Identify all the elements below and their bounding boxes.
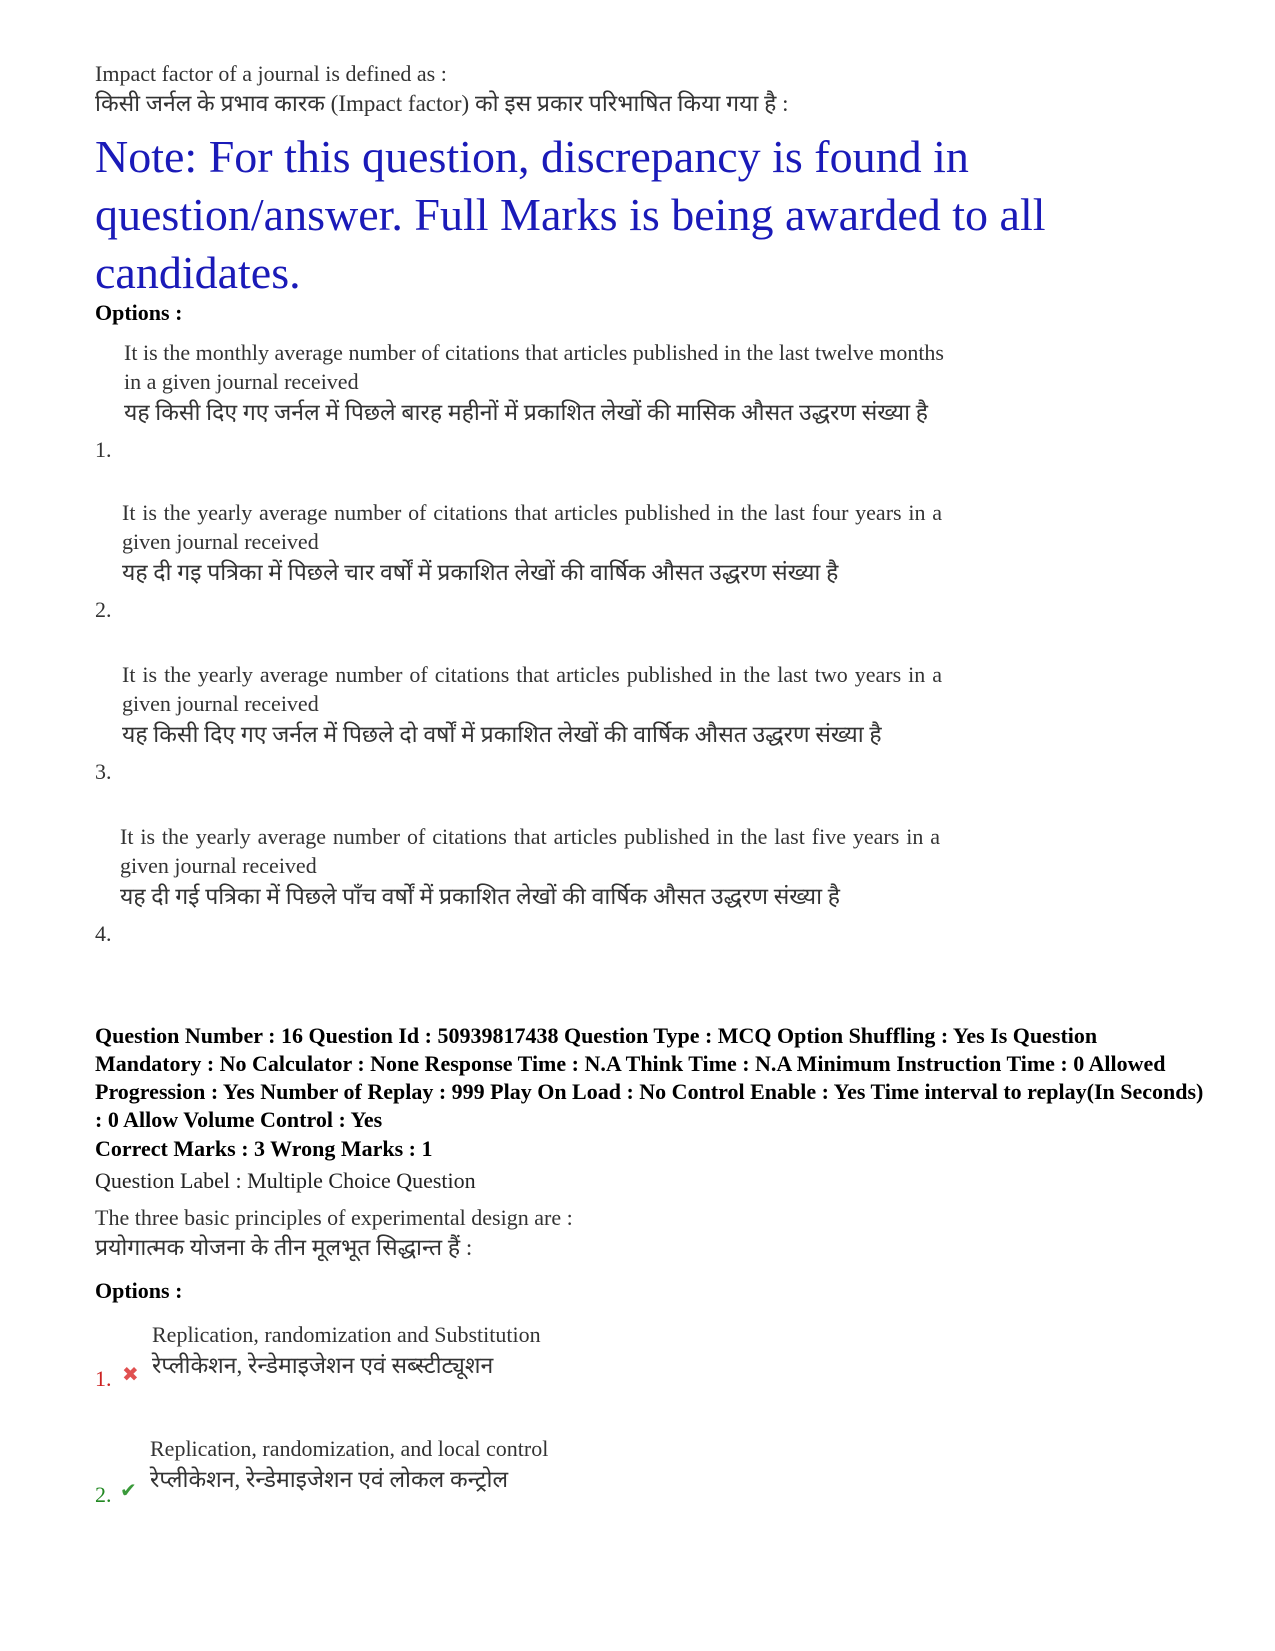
q16-option-2-number: 2. <box>95 1482 112 1507</box>
question-16-text-en: The three basic principles of experimental design are : <box>95 1205 573 1230</box>
question-label: Question Label : Multiple Choice Question <box>95 1168 476 1193</box>
question-16-text-hi: प्रयोगात्मक योजना के तीन मूलभूत सिद्धान्त हैं : <box>95 1235 473 1260</box>
options-heading: Options : <box>95 300 183 325</box>
question-text-hi: किसी जर्नल के प्रभाव कारक (Impact factor) को इस प्रकार परिभाषित किया गया है : <box>95 91 789 116</box>
q16-option-1-number: 1. <box>95 1366 112 1391</box>
q16-option-2-text-hi: रेप्लीकेशन, रेन्डेमाइजेशन एवं लोकल कन्ट्रोल <box>150 1467 509 1492</box>
option-3 <box>122 660 942 751</box>
q16-option-1-text-hi: रेप्लीकेशन, रेन्डेमाइजेशन एवं सब्स्टीट्यूशन <box>152 1353 494 1378</box>
option-4-text-hi: यह दी गई पत्रिका में पिछले पाँच वर्षों में प्रकाशित लेखों की वार्षिक औसत उद्धरण संख्या है <box>120 884 840 909</box>
options-heading-16: Options : <box>95 1278 183 1303</box>
option-1-text-hi: यह किसी दिए गए जर्नल में पिछले बारह महीनों में प्रकाशित लेखों की मासिक औसत उद्धरण संख्या है <box>124 400 929 425</box>
option-1 <box>124 338 944 429</box>
q16-option-1 <box>152 1320 541 1382</box>
option-1-text-en: It is the monthly average number of citations that articles published in the last twelve months in a given journal received <box>124 340 944 394</box>
q16-option-2-text-en: Replication, randomization, and local control <box>150 1436 549 1461</box>
option-2-text-hi: यह दी गइ पत्रिका में पिछले चार वर्षों में प्रकाशित लेखों की वार्षिक औसत उद्धरण संख्या है <box>122 560 839 585</box>
question-metadata: Question Number : 16 Question Id : 50939817438 Question Type : MCQ Option Shuffling : Yes Is Question Mandatory : No Calculator : None Response Time : N.A Think Time : N.A Minimum Instruction Time : 0 Allowed Progression : Yes Number of Replay : 999 Play On Load : No Control Enable : Yes Time interval to replay(In Seconds) : 0 Allow Volume Control : Yes <box>95 1023 1204 1132</box>
option-4-number: 4. <box>95 921 112 946</box>
discrepancy-note: Note: For this question, discrepancy is found in question/answer. Full Marks is being awarded to all candidates. <box>95 131 1046 298</box>
q16-option-1-text-en: Replication, randomization and Substitution <box>152 1322 541 1347</box>
option-4-text-en: It is the yearly average number of citations that articles published in the last five years in a given journal received <box>120 824 940 878</box>
option-3-number: 3. <box>95 759 112 784</box>
option-1-number: 1. <box>95 437 112 462</box>
check-icon: ✔ <box>120 1478 137 1502</box>
option-2-number: 2. <box>95 597 112 622</box>
option-2 <box>122 498 942 589</box>
cross-icon: ✖ <box>122 1362 139 1386</box>
option-3-text-hi: यह किसी दिए गए जर्नल में पिछले दो वर्षों में प्रकाशित लेखों की वार्षिक औसत उद्धरण संख्या है <box>122 722 882 747</box>
q16-option-2 <box>150 1434 548 1496</box>
question-text-en: Impact factor of a journal is defined as : <box>95 61 447 86</box>
question-marks: Correct Marks : 3 Wrong Marks : 1 <box>95 1136 433 1161</box>
option-2-text-en: It is the yearly average number of citations that articles published in the last four years in a given journal received <box>122 500 942 554</box>
option-4 <box>120 822 940 913</box>
option-3-text-en: It is the yearly average number of citations that articles published in the last two years in a given journal received <box>122 662 942 716</box>
